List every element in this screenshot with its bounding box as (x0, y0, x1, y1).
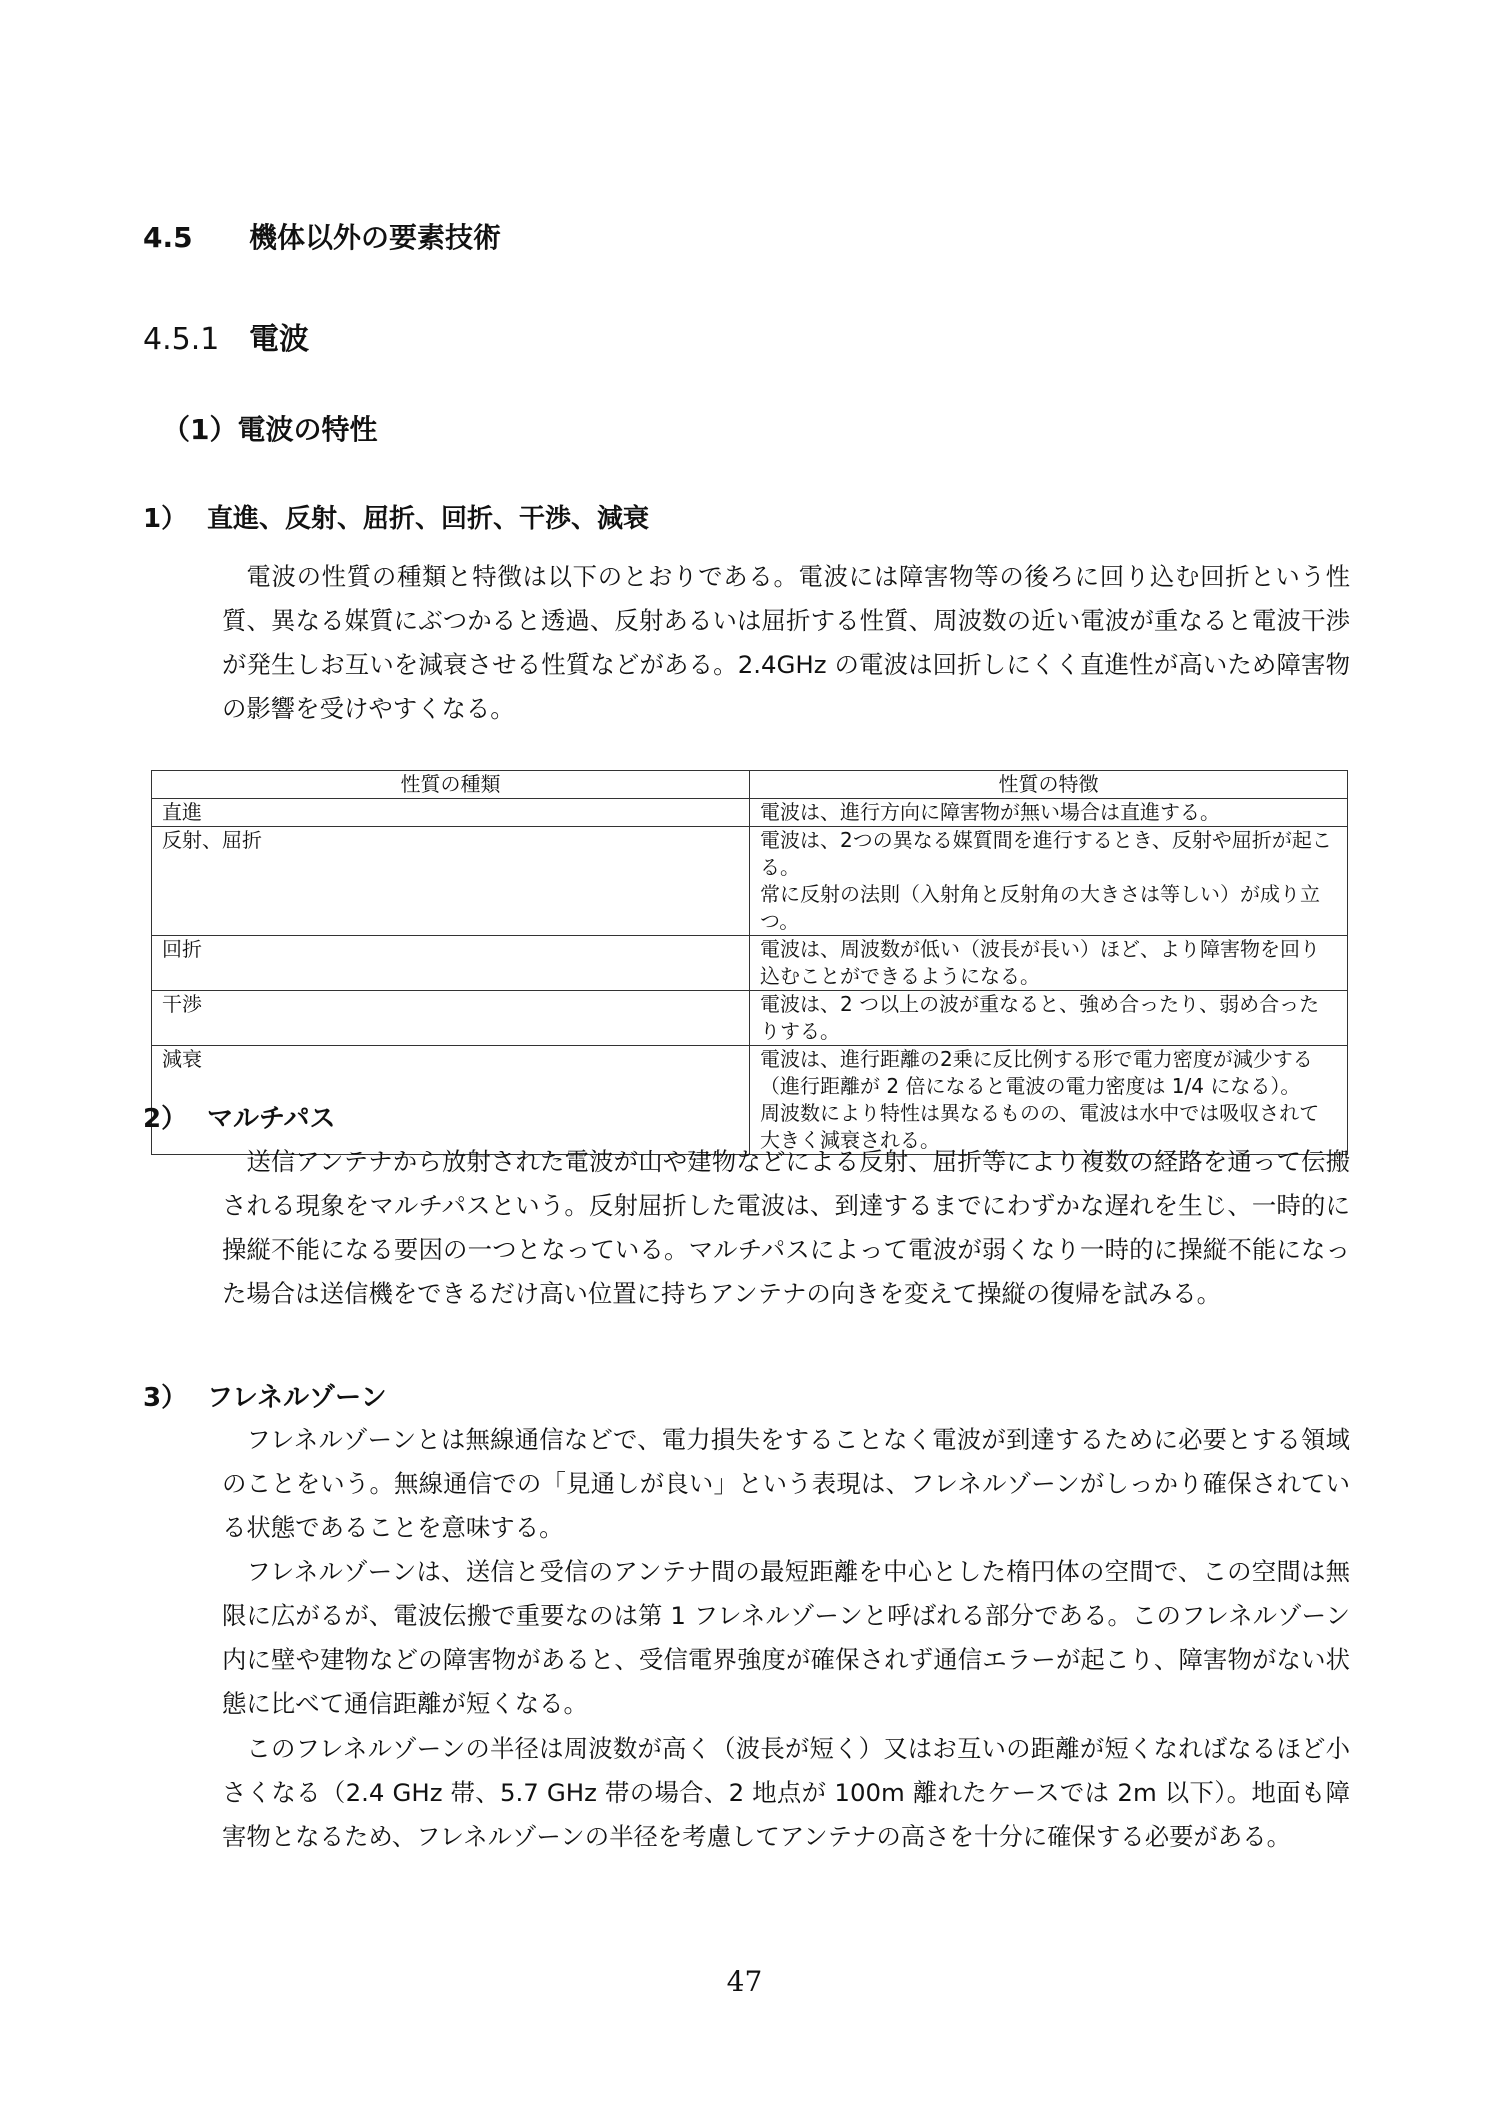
section-number: 4.5 (143, 221, 193, 254)
table-cell-desc (750, 936, 1348, 991)
table-cell-name: 回折 (152, 936, 750, 991)
paragraph: 電波の性質の種類と特徴は以下のとおりである。電波には障害物等の後ろに回り込む回折という性質、異なる媒質にぶつかると透過、反射あるいは屈折する性質、周波数の近い電波が重なると電波干渉が発生しお互いを減衰させる性質などがある。2.4GHz の電波は回折しにくく直進性が高いため障害物の影響を受けやすくなる。 (222, 562, 1350, 723)
topic-heading-2 (143, 1098, 335, 1135)
topic-number: 1） (143, 504, 188, 534)
topic-title: フレネルゾーン (207, 1383, 387, 1413)
desc-line: 電波は、2つの異なる媒質間を進行するとき、反射や屈折が起こる。 (760, 828, 1332, 879)
section-heading (143, 216, 501, 256)
table-row (152, 991, 1348, 1046)
table-cell-desc (750, 827, 1348, 936)
table-cell-name: 減衰 (152, 1046, 750, 1155)
paragraph: フレネルゾーンとは無線通信などで、電力損失をすることなく電波が到達するために必要とする領域のことをいう。無線通信での「見通しが良い」という表現は、フレネルゾーンがしっかり確保されている状態であることを意味する。 (222, 1425, 1350, 1542)
paragraph: このフレネルゾーンの半径は周波数が高く（波長が短く）又はお互いの距離が短くなればなるほど小さくなる（2.4 GHz 帯、5.7 GHz 帯の場合、2 地点が 100m 離れたケースでは 2m 以下）。地面も障害物となるため、フレネルゾーンの半径を考慮してアンテナの高さを十分に確保する必要がある。 (222, 1734, 1350, 1851)
page-number: 47 (726, 1965, 763, 1998)
part-heading: （1）電波の特性 (162, 413, 378, 446)
subsection-heading (143, 314, 309, 358)
section-title: 機体以外の要素技術 (249, 221, 502, 254)
desc-line: 電波は、周波数が低い（波長が長い）ほど、より障害物を回り込むことができるようになる。 (760, 937, 1320, 988)
desc-line: 電波は、2 つ以上の波が重なると、強め合ったり、弱め合ったりする。 (760, 992, 1320, 1043)
subsection-number: 4.5.1 (143, 322, 220, 357)
topic-heading-3 (143, 1377, 387, 1414)
table-cell-desc (750, 1046, 1348, 1155)
table-cell-name: 反射、屈折 (152, 827, 750, 936)
table-header-row (152, 771, 1348, 799)
table-cell-name: 干渉 (152, 991, 750, 1046)
paragraph: 送信アンテナから放射された電波が山や建物などによる反射、屈折等により複数の経路を通って伝搬される現象をマルチパスという。反射屈折した電波は、到達するまでにわずかな遅れを生じ、一時的に操縦不能になる要因の一つとなっている。マルチパスによって電波が弱くなり一時的に操縦不能になった場合は送信機をできるだけ高い位置に持ちアンテナの向きを変えて操縦の復帰を試みる。 (222, 1147, 1350, 1308)
table-header-cell: 性質の種類 (152, 771, 750, 799)
topic-title: 直進、反射、屈折、回折、干渉、減衰 (207, 504, 650, 534)
desc-line: 電波は、進行距離の2乗に反比例する形で電力密度が減少する（進行距離が 2 倍になると電波の電力密度は 1/4 になる）。 (760, 1047, 1313, 1098)
topic-number: 3） (143, 1383, 188, 1413)
table-header-cell: 性質の特徴 (750, 771, 1348, 799)
topic-heading-1 (143, 498, 649, 535)
topic-number: 2） (143, 1104, 188, 1134)
table-cell-desc (750, 799, 1348, 827)
desc-line: 周波数により特性は異なるものの、電波は水中では吸収されて大きく減衰される。 (760, 1101, 1320, 1152)
subsection-title: 電波 (249, 322, 309, 357)
topic-title: マルチパス (207, 1104, 336, 1134)
table-cell-desc (750, 991, 1348, 1046)
desc-line: 常に反射の法則（入射角と反射角の大きさは等しい）が成り立つ。 (760, 882, 1320, 933)
table-row (152, 827, 1348, 936)
table-row (152, 799, 1348, 827)
table-cell-name: 直進 (152, 799, 750, 827)
table-row (152, 936, 1348, 991)
desc-line: 電波は、進行方向に障害物が無い場合は直進する。 (760, 800, 1220, 824)
paragraph: フレネルゾーンは、送信と受信のアンテナ間の最短距離を中心とした楕円体の空間で、この空間は無限に広がるが、電波伝搬で重要なのは第 1 フレネルゾーンと呼ばれる部分である。このフレネルゾーン内に壁や建物などの障害物があると、受信電界強度が確保されず通信エラーが起こり、障害物がない状態に比べて通信距離が短くなる。 (222, 1557, 1350, 1718)
